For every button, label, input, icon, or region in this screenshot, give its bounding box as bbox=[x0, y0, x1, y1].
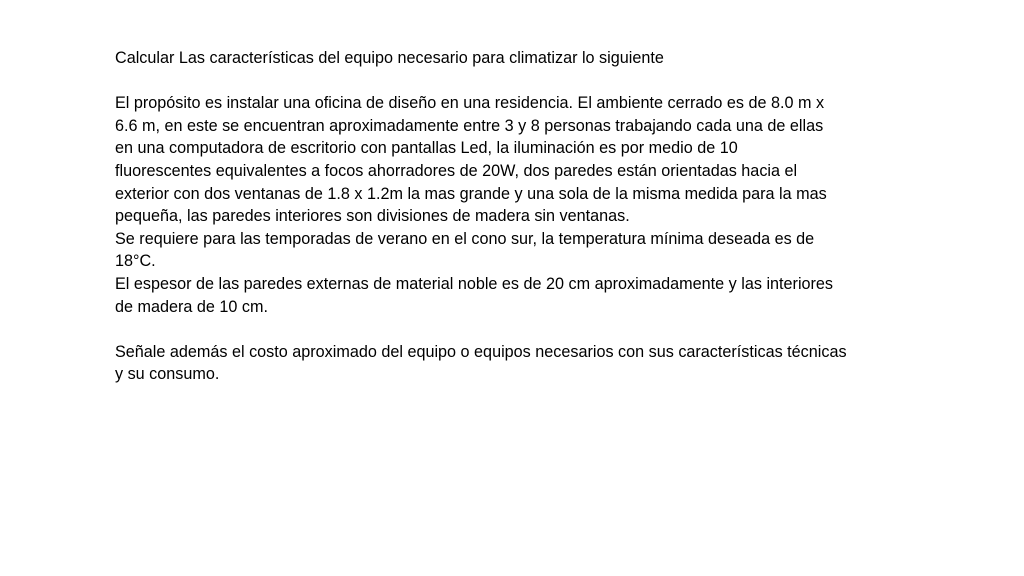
problem-statement bbox=[115, 47, 910, 386]
closing-line: y su consumo. bbox=[115, 365, 220, 384]
text-line: fluorescentes equivalentes a focos ahorradores de 20W, dos paredes están orientadas hacia el bbox=[115, 161, 798, 180]
text-line: pequeña, las paredes interiores son divisiones de madera sin ventanas. bbox=[115, 207, 630, 226]
text-line: de madera de 10 cm. bbox=[115, 297, 268, 316]
paragraph-gap bbox=[115, 318, 910, 341]
text-line: 18°C. bbox=[115, 252, 156, 271]
text-line: El propósito es instalar una oficina de diseño en una residencia. El ambiente cerrado es de 8.0 m x bbox=[115, 94, 825, 113]
text-line: El espesor de las paredes externas de material noble es de 20 cm aproximadamente y las interiores bbox=[115, 274, 834, 293]
text-line: Se requiere para las temporadas de verano en el cono sur, la temperatura mínima deseada es de bbox=[115, 229, 815, 248]
paragraph-gap bbox=[115, 70, 910, 93]
text-line: en una computadora de escritorio con pantallas Led, la iluminación es por medio de 10 bbox=[115, 139, 738, 158]
title-line: Calcular Las características del equipo necesario para climatizar lo siguiente bbox=[115, 49, 664, 67]
text-line: 6.6 m, en este se encuentran aproximadamente entre 3 y 8 personas trabajando cada una de ellas bbox=[115, 116, 824, 135]
text-line: exterior con dos ventanas de 1.8 x 1.2m la mas grande y una sola de la misma medida para la mas bbox=[115, 184, 827, 203]
closing-line: Señale además el costo aproximado del equipo o equipos necesarios con sus características técnicas bbox=[115, 342, 847, 361]
